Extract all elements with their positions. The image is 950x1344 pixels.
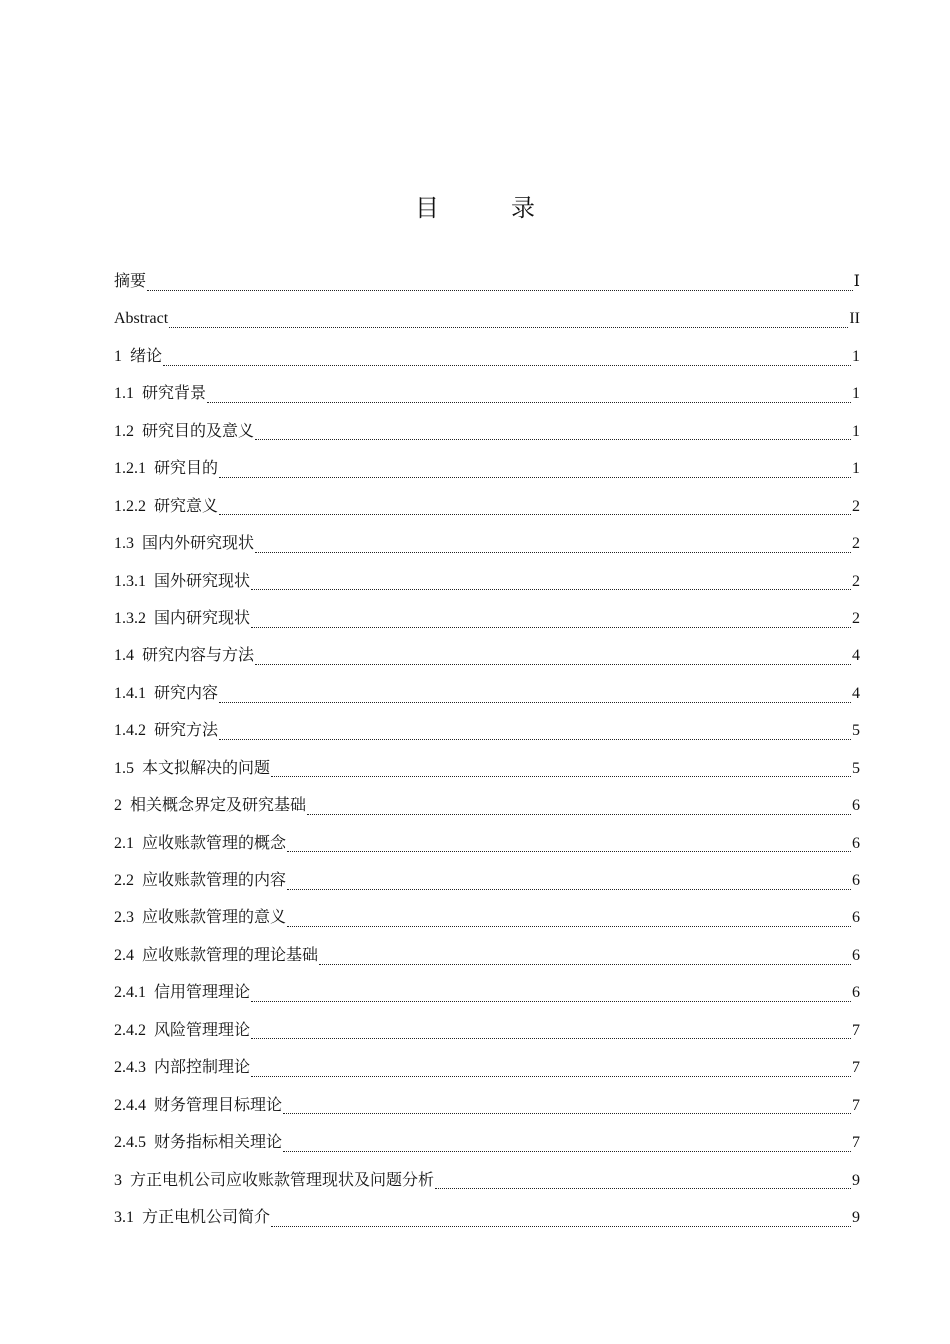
toc-entry-label xyxy=(114,637,254,674)
toc-entry-text: 应收账款管理的概念 xyxy=(142,834,287,852)
toc-entry[interactable] xyxy=(114,750,860,787)
toc-entry-label xyxy=(114,675,218,712)
toc-entry-number: 1.4 xyxy=(114,647,134,665)
toc-entry[interactable] xyxy=(114,263,860,300)
toc-page-number: 1 xyxy=(852,347,860,365)
toc-page-number: 6 xyxy=(852,984,860,1002)
toc-page-number: 1 xyxy=(852,460,860,478)
toc-dot-leader xyxy=(283,1112,851,1114)
toc-entry-text: 财务指标相关理论 xyxy=(154,1134,283,1152)
toc-entry[interactable] xyxy=(114,937,860,974)
toc-entry-text: Abstract xyxy=(114,310,169,328)
toc-entry[interactable] xyxy=(114,600,860,637)
toc-entry-text: 研究内容与方法 xyxy=(142,647,255,665)
toc-dot-leader xyxy=(163,364,851,366)
toc-entry-number: 2.4 xyxy=(114,946,134,964)
toc-page-number: 6 xyxy=(852,834,860,852)
toc-entry-text: 方正电机公司应收账款管理现状及问题分析 xyxy=(130,1171,435,1189)
toc-entry[interactable] xyxy=(114,525,860,562)
toc-dot-leader xyxy=(251,1075,851,1077)
toc-page-number: 6 xyxy=(852,946,860,964)
toc-entry-text: 研究内容 xyxy=(154,684,219,702)
toc-entry[interactable] xyxy=(114,375,860,412)
toc-page-number: 5 xyxy=(852,759,860,777)
toc-entry-number: 2.4.1 xyxy=(114,984,146,1002)
toc-entry-label xyxy=(114,787,306,824)
toc-dot-leader xyxy=(255,438,851,440)
toc-entry-number: 1.4.2 xyxy=(114,722,146,740)
toc-page-number: 9 xyxy=(852,1171,860,1189)
toc-dot-leader xyxy=(251,1000,851,1002)
toc-entry-text: 研究意义 xyxy=(154,497,219,515)
toc-entry-text: 应收账款管理的内容 xyxy=(142,872,287,889)
toc-entry[interactable] xyxy=(114,413,860,450)
toc-entry[interactable] xyxy=(114,338,860,375)
toc-entry-text: 摘要 xyxy=(114,273,147,290)
toc-page-number: Ⅰ xyxy=(853,273,860,290)
toc-entry-text: 信用管理理论 xyxy=(154,984,251,1002)
toc-entry[interactable] xyxy=(114,1049,860,1086)
toc-entry-number: 2.4.5 xyxy=(114,1134,146,1152)
toc-entry-text: 方正电机公司简介 xyxy=(142,1208,271,1226)
toc-dot-leader xyxy=(251,1037,851,1039)
toc-dot-leader xyxy=(287,925,851,927)
toc-entry-number: 1.3 xyxy=(114,535,134,553)
toc-entry-number: 1.4.1 xyxy=(114,684,146,702)
toc-entry[interactable] xyxy=(114,450,860,487)
toc-entry-text: 财务管理目标理论 xyxy=(154,1096,283,1114)
toc-entry[interactable] xyxy=(114,637,860,674)
toc-page-number: 9 xyxy=(852,1208,860,1226)
toc-page-number: 7 xyxy=(852,1059,860,1077)
toc-entry-label xyxy=(114,937,318,974)
toc-entry[interactable] xyxy=(114,1012,860,1049)
toc-entry-number: 2.4.4 xyxy=(114,1096,146,1114)
toc-page-number: 1 xyxy=(852,422,860,440)
toc-page-number: 2 xyxy=(852,535,860,553)
toc-dot-leader xyxy=(169,326,848,328)
table-of-contents xyxy=(114,263,860,1236)
toc-entry-number: 2 xyxy=(114,797,122,815)
toc-dot-leader xyxy=(271,1225,851,1227)
toc-entry-text: 风险管理理论 xyxy=(154,1021,251,1039)
toc-page-number: II xyxy=(849,310,860,328)
toc-entry[interactable] xyxy=(114,899,860,936)
toc-dot-leader xyxy=(283,1150,851,1152)
toc-dot-leader xyxy=(251,626,851,628)
toc-entry-label xyxy=(114,1049,250,1086)
toc-dot-leader xyxy=(271,775,851,777)
toc-page-number: 4 xyxy=(852,647,860,665)
toc-page-number: 6 xyxy=(852,797,860,815)
toc-entry[interactable] xyxy=(114,675,860,712)
toc-entry[interactable] xyxy=(114,1087,860,1124)
toc-entry-text: 研究背景 xyxy=(142,385,207,403)
toc-entry-label xyxy=(114,899,286,936)
toc-entry[interactable] xyxy=(114,300,860,337)
toc-entry-label xyxy=(114,600,250,637)
toc-title: 目 录 xyxy=(415,196,559,223)
toc-entry-label xyxy=(114,338,162,375)
toc-dot-leader xyxy=(255,663,851,665)
toc-entry-label xyxy=(114,862,286,899)
toc-entry-label xyxy=(114,750,270,787)
toc-entry[interactable] xyxy=(114,563,860,600)
toc-dot-leader xyxy=(435,1187,851,1189)
toc-entry-text: 研究目的 xyxy=(154,460,219,478)
toc-page-number: 7 xyxy=(852,1134,860,1152)
toc-dot-leader xyxy=(219,476,851,478)
toc-entry-number: 1.3.1 xyxy=(114,572,146,590)
toc-page-number: 2 xyxy=(852,572,860,590)
toc-entry[interactable] xyxy=(114,1199,860,1236)
toc-entry-label xyxy=(114,525,254,562)
toc-entry-number: 1.1 xyxy=(114,385,134,403)
toc-dot-leader xyxy=(219,701,851,703)
toc-entry-label xyxy=(114,413,254,450)
toc-entry-label xyxy=(114,563,250,600)
toc-entry[interactable] xyxy=(114,787,860,824)
toc-dot-leader xyxy=(219,738,851,740)
toc-page-number: 1 xyxy=(852,385,860,403)
toc-entry-number: 3 xyxy=(114,1171,122,1189)
toc-page-number: 2 xyxy=(852,609,860,627)
toc-entry-number: 1.3.2 xyxy=(114,609,146,627)
toc-entry-label xyxy=(114,1087,282,1124)
toc-entry-label xyxy=(114,712,218,749)
toc-entry-text: 国内外研究现状 xyxy=(142,535,255,553)
toc-entry-text: 绪论 xyxy=(130,347,163,365)
toc-entry-label xyxy=(114,450,218,487)
toc-entry-text: 本文拟解决的问题 xyxy=(142,759,271,777)
toc-entry-number: 2.3 xyxy=(114,909,134,927)
toc-entry-label xyxy=(114,974,250,1011)
toc-entry-number: 1 xyxy=(114,347,122,365)
toc-entry-number: 2.1 xyxy=(114,834,134,852)
toc-entry-label xyxy=(114,825,286,862)
toc-dot-leader xyxy=(287,850,851,852)
toc-entry[interactable] xyxy=(114,712,860,749)
toc-page-number: 7 xyxy=(852,1096,860,1114)
toc-entry-number: 1.2.1 xyxy=(114,460,146,478)
toc-entry-text: 相关概念界定及研究基础 xyxy=(130,797,307,815)
toc-page-number: 2 xyxy=(852,497,860,515)
toc-page-number: 5 xyxy=(852,722,860,740)
toc-entry-number: 2.4.3 xyxy=(114,1059,146,1077)
toc-entry-text: 国外研究现状 xyxy=(154,572,251,590)
toc-page-number: 6 xyxy=(852,909,860,927)
toc-page-number: 7 xyxy=(852,1021,860,1039)
toc-entry-label xyxy=(114,263,146,300)
toc-entry[interactable] xyxy=(114,825,860,862)
toc-entry-label xyxy=(114,1012,250,1049)
toc-entry-label xyxy=(114,488,218,525)
toc-entry-number: 1.2.2 xyxy=(114,497,146,515)
toc-entry-text: 研究方法 xyxy=(154,722,219,740)
toc-entry[interactable] xyxy=(114,974,860,1011)
toc-page-number: 6 xyxy=(852,872,860,889)
toc-entry[interactable] xyxy=(114,1162,860,1199)
toc-entry-number: 1.2 xyxy=(114,422,134,440)
toc-dot-leader xyxy=(319,963,851,965)
toc-entry-number: 2.2 xyxy=(114,872,134,889)
toc-entry-number: 3.1 xyxy=(114,1208,134,1226)
toc-dot-leader xyxy=(307,813,851,815)
toc-dot-leader xyxy=(251,588,851,590)
toc-entry-number: 1.5 xyxy=(114,759,134,777)
toc-dot-leader xyxy=(287,888,851,890)
toc-dot-leader xyxy=(219,513,851,515)
toc-dot-leader xyxy=(207,401,851,403)
toc-entry-number: 2.4.2 xyxy=(114,1021,146,1039)
toc-entry-label xyxy=(114,375,206,412)
toc-entry-label xyxy=(114,1162,434,1199)
toc-entry-text: 国内研究现状 xyxy=(154,609,251,627)
toc-entry-label xyxy=(114,1199,270,1236)
toc-dot-leader xyxy=(255,551,851,553)
toc-entry[interactable] xyxy=(114,488,860,525)
toc-entry-label xyxy=(114,1124,282,1161)
toc-entry-text: 应收账款管理的意义 xyxy=(142,909,287,927)
toc-entry[interactable] xyxy=(114,1124,860,1161)
toc-entry-text: 应收账款管理的理论基础 xyxy=(142,946,319,964)
toc-page-number: 4 xyxy=(852,684,860,702)
toc-entry-text: 研究目的及意义 xyxy=(142,422,255,440)
toc-dot-leader xyxy=(147,289,853,291)
toc-entry-label xyxy=(114,300,168,337)
toc-entry[interactable] xyxy=(114,862,860,899)
toc-entry-text: 内部控制理论 xyxy=(154,1059,251,1077)
